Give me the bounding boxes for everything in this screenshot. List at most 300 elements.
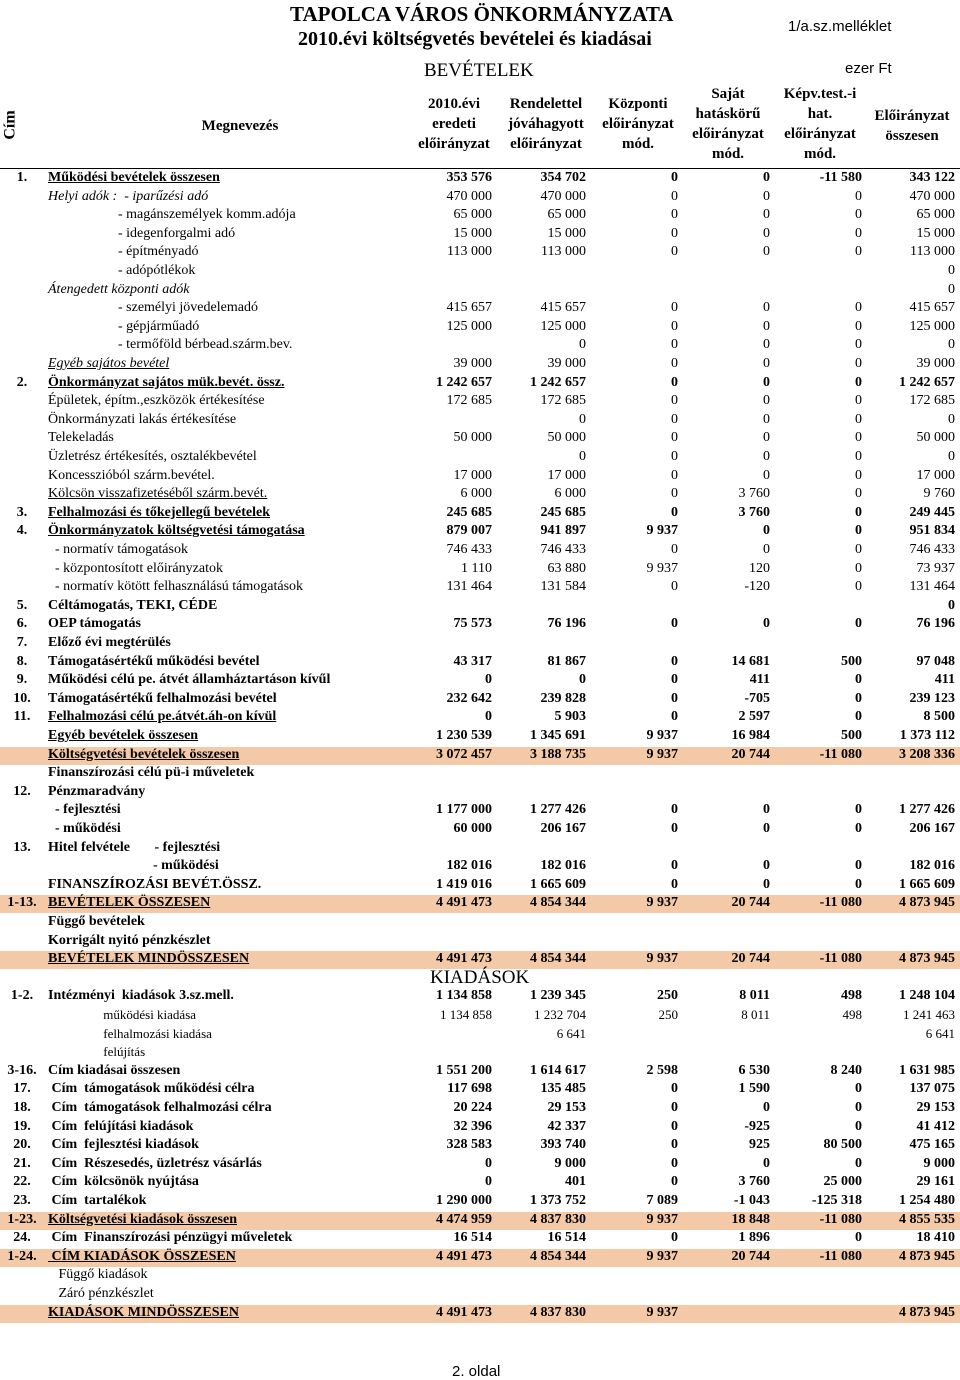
row-value: 0 <box>855 318 862 334</box>
row-value: 4 854 344 <box>530 951 586 967</box>
row-value: 0 <box>671 616 678 632</box>
row-value: 0 <box>855 411 862 427</box>
row-label: - adópótlékok <box>48 263 196 278</box>
row-value: 63 880 <box>547 560 586 576</box>
row-value: 0 <box>855 690 862 706</box>
row-value: 232 642 <box>446 690 492 706</box>
row-value: 0 <box>855 616 862 632</box>
row-number: 11. <box>13 709 31 725</box>
row-label: Felhalmozási célú pe.átvét.áh-on kívül <box>48 709 277 725</box>
row-value: 0 <box>579 411 586 427</box>
row-value: 925 <box>749 1137 770 1153</box>
row-value: 500 <box>841 728 862 743</box>
row-value: 182 016 <box>540 858 586 874</box>
row-value: 0 <box>855 300 862 316</box>
row-value: 113 000 <box>910 244 955 260</box>
row-number: 1-23. <box>7 1211 37 1227</box>
row-value: 65 000 <box>547 207 586 223</box>
row-label: Előző évi megtérülés <box>48 635 171 650</box>
row-value: 0 <box>855 542 862 557</box>
row-value: 1 242 657 <box>899 374 955 390</box>
row-value: 125 000 <box>540 318 586 334</box>
row-value: 4 837 830 <box>530 1304 586 1320</box>
row-label: Cím Finanszírozási pénzügyi műveletek <box>48 1230 293 1246</box>
row-value: 0 <box>763 393 770 409</box>
row-value: 328 583 <box>446 1137 492 1153</box>
row-value: 746 433 <box>446 542 492 557</box>
row-label: Cím tartalékok <box>48 1193 147 1208</box>
table-row <box>0 505 960 523</box>
row-value: 43 317 <box>453 653 492 669</box>
table-row <box>0 914 960 932</box>
row-value: 470 000 <box>909 188 955 204</box>
row-value: 9 760 <box>923 486 955 502</box>
cim-header: Cím <box>1 110 19 140</box>
row-value: 0 <box>855 188 862 204</box>
row-value: 0 <box>855 374 862 390</box>
row-value: 0 <box>855 672 862 688</box>
row-value: 0 <box>855 1100 862 1115</box>
row-value: 0 <box>855 1230 862 1246</box>
row-value: 1 248 104 <box>899 988 955 1004</box>
row-value: 0 <box>671 486 678 502</box>
row-value: 182 016 <box>909 858 955 874</box>
row-number: 23. <box>13 1193 31 1208</box>
document-subtitle: 2010.évi költségvetés bevételei és kiadásai <box>298 28 652 50</box>
row-value: 6 641 <box>925 1025 955 1041</box>
row-value: 0 <box>485 709 492 725</box>
table-row <box>0 1007 960 1025</box>
row-value: 0 <box>671 1174 678 1190</box>
row-value: 353 576 <box>446 170 492 185</box>
row-value: 50 000 <box>453 430 492 446</box>
row-label: BEVÉTELEK ÖSSZESEN <box>48 895 211 911</box>
row-value: 0 <box>671 653 678 669</box>
row-value: 0 <box>671 411 678 427</box>
table-row <box>0 579 960 597</box>
row-value: 172 685 <box>446 393 492 409</box>
row-label: - fejlesztési <box>48 802 121 818</box>
row-value: 0 <box>763 542 770 557</box>
row-number: 8. <box>16 653 28 669</box>
row-value: 1 232 704 <box>534 1007 586 1022</box>
table-row <box>0 468 960 486</box>
row-value: 29 161 <box>916 1174 955 1190</box>
row-value: 951 834 <box>909 523 955 539</box>
row-value: 113 000 <box>541 244 586 260</box>
row-value: 401 <box>565 1174 586 1190</box>
row-value: 4 837 830 <box>530 1211 586 1227</box>
table-row <box>0 486 960 504</box>
row-value: 1 419 016 <box>436 876 492 892</box>
row-value: 131 464 <box>909 579 955 595</box>
row-value: 0 <box>671 858 678 874</box>
row-value: 0 <box>763 356 770 371</box>
row-value: 8 240 <box>830 1062 862 1078</box>
row-value: 80 500 <box>823 1137 862 1153</box>
row-value: 245 685 <box>540 504 586 520</box>
row-value: 0 <box>763 821 770 836</box>
row-value: 0 <box>671 690 678 706</box>
table-row <box>0 598 960 616</box>
row-value: 9 937 <box>646 1248 678 1264</box>
row-value: 470 000 <box>540 188 586 204</box>
row-value: 3 208 336 <box>899 746 955 762</box>
row-value: 1 134 858 <box>436 988 492 1004</box>
row-value: 411 <box>934 672 955 688</box>
row-value: 17 000 <box>916 467 955 483</box>
row-label: - működési <box>48 821 121 836</box>
row-label: FINANSZÍROZÁSI BEVÉT.ÖSSZ. <box>48 876 262 892</box>
row-value: 1 345 691 <box>530 728 586 743</box>
row-label: Céltámogatás, TEKI, CÉDE <box>48 597 218 613</box>
row-value: 29 153 <box>916 1100 955 1115</box>
row-value: 0 <box>855 709 862 725</box>
table-row <box>0 784 960 802</box>
row-value: 9 000 <box>554 1155 586 1171</box>
row-value: 1 277 426 <box>530 802 586 818</box>
table-row <box>0 821 960 839</box>
row-value: 0 <box>579 672 586 688</box>
row-number: 3-16. <box>7 1062 37 1078</box>
row-value: 0 <box>671 430 678 446</box>
table-row <box>0 988 960 1006</box>
row-value: 0 <box>485 1174 492 1190</box>
row-number: 9. <box>16 672 28 688</box>
row-label: Működési célú pe. átvét államháztartáson kívűl <box>48 672 331 688</box>
table-row <box>0 1156 960 1174</box>
row-value: 0 <box>855 430 862 446</box>
row-value: 0 <box>763 188 770 204</box>
row-label: - idegenforgalmi adó <box>48 225 236 241</box>
row-value: 182 016 <box>446 858 492 874</box>
row-value: 0 <box>855 579 862 595</box>
row-value: 4 854 344 <box>530 895 586 911</box>
row-number: 1. <box>16 170 28 185</box>
megnevezes-header: Megnevezés <box>201 118 279 134</box>
table-row <box>0 1193 960 1211</box>
row-value: 0 <box>671 504 678 520</box>
row-value: 249 445 <box>909 504 955 520</box>
row-number: 20. <box>13 1137 31 1153</box>
row-label: Telekeladás <box>48 430 114 446</box>
row-value: 0 <box>948 281 955 297</box>
row-value: -1 043 <box>733 1193 770 1208</box>
row-label: Pénzmaradvány <box>48 783 146 799</box>
row-label: BEVÉTELEK MINDÖSSZESEN <box>48 951 250 967</box>
table-row <box>0 375 960 393</box>
row-value: 25 000 <box>823 1174 862 1190</box>
row-label: Koncesszióból szárm.bevétel. <box>48 467 215 483</box>
table-row <box>0 561 960 579</box>
row-value: 0 <box>763 616 770 632</box>
row-value: 0 <box>671 374 678 390</box>
row-value: 20 744 <box>731 746 770 762</box>
col-own-header: Saját hatáskörű előirányzat mód. <box>692 86 764 162</box>
row-value: 172 685 <box>540 393 586 409</box>
table-row <box>0 709 960 727</box>
row-label: Függő bevételek <box>48 914 145 929</box>
table-row <box>0 840 960 858</box>
row-value: 0 <box>855 858 862 874</box>
row-value: 0 <box>763 374 770 390</box>
row-label: - gépjárműadó <box>48 318 200 334</box>
row-value: 0 <box>855 802 862 818</box>
table-row <box>0 263 960 281</box>
unit-label: ezer Ft <box>845 60 892 77</box>
section-revenue-title: BEVÉTELEK <box>424 60 534 81</box>
row-label: Finanszírozási célú pü-i műveletek <box>48 765 255 781</box>
row-value: 65 000 <box>916 207 955 223</box>
row-value: 0 <box>763 523 770 539</box>
row-value: 1 373 112 <box>899 728 955 743</box>
row-label: KIADÁSOK MINDÖSSZESEN <box>48 1304 239 1320</box>
row-value: 245 685 <box>446 504 492 520</box>
row-label: Intézményi kiadások 3.sz.mell. <box>48 988 234 1004</box>
row-value: 1 290 000 <box>436 1193 492 1208</box>
row-value: 75 573 <box>453 616 492 632</box>
row-value: 8 011 <box>739 988 770 1004</box>
row-value: -11 080 <box>819 1211 862 1227</box>
row-value: 0 <box>763 411 770 427</box>
row-value: 125 000 <box>446 318 492 334</box>
row-label: Helyi adók : - iparűzési adó <box>48 188 209 204</box>
row-value: 250 <box>657 988 678 1004</box>
row-number: 19. <box>13 1118 31 1134</box>
row-label: OEP támogatás <box>48 616 141 632</box>
row-label: Épületek, építm.,eszközök értékesítése <box>48 393 265 409</box>
col-council-header: Képv.test.-i hat. előirányzat mód. <box>783 86 857 162</box>
row-label: felhalmozási kiadása <box>48 1025 212 1041</box>
row-number: 21. <box>13 1155 31 1171</box>
table-row <box>0 672 960 690</box>
row-value: 18 410 <box>916 1230 955 1246</box>
row-value: 0 <box>948 337 955 353</box>
row-value: 15 000 <box>916 225 955 241</box>
row-value: 0 <box>671 207 678 223</box>
table-row <box>0 1267 960 1285</box>
row-label: felújítás <box>48 1044 146 1060</box>
row-value: 4 854 344 <box>530 1248 586 1264</box>
row-value: 0 <box>671 188 678 204</box>
table-row <box>0 1249 960 1267</box>
row-value: 4 873 945 <box>899 895 955 911</box>
row-label: Támogatásértékű működési bevétel <box>48 653 260 669</box>
row-value: 0 <box>671 579 678 595</box>
table-row <box>0 319 960 337</box>
row-label: - normatív kötött felhasználású támogatások <box>48 579 304 595</box>
row-value: 0 <box>763 207 770 223</box>
row-value: 879 007 <box>446 523 492 539</box>
row-label: - működési <box>48 858 219 874</box>
row-value: 1 110 <box>461 560 492 576</box>
row-value: 39 000 <box>453 356 492 371</box>
row-value: 4 873 945 <box>899 1304 955 1320</box>
row-value: 0 <box>855 821 862 836</box>
row-label: Költségvetési kiadások összesen <box>48 1211 237 1227</box>
table-row <box>0 1119 960 1137</box>
row-value: 9 937 <box>646 1304 678 1320</box>
row-value: 0 <box>671 244 678 260</box>
row-value: 0 <box>763 225 770 241</box>
row-value: 0 <box>763 244 770 260</box>
row-value: 0 <box>671 1118 678 1134</box>
table-row <box>0 282 960 300</box>
table-row <box>0 542 960 560</box>
row-value: 498 <box>841 988 862 1004</box>
row-value: 1 896 <box>738 1230 770 1246</box>
table-row <box>0 728 960 746</box>
row-value: 941 897 <box>540 523 586 539</box>
row-value: 0 <box>855 523 862 539</box>
row-value: 0 <box>671 1081 678 1097</box>
row-value: 3 188 735 <box>530 746 586 762</box>
row-label: Önkormányzatok költségvetési támogatása <box>48 523 305 539</box>
row-number: 1-2. <box>10 988 34 1004</box>
row-value: -11 080 <box>819 746 862 762</box>
row-label: Cím fejlesztési kiadások <box>48 1137 199 1153</box>
row-value: 1 254 480 <box>899 1193 955 1208</box>
row-value: 8 500 <box>923 709 955 725</box>
row-value: 746 433 <box>540 542 586 557</box>
row-label: Átengedett központi adók <box>48 281 190 297</box>
row-value: -11 080 <box>819 1248 862 1264</box>
row-value: 76 196 <box>916 616 955 632</box>
row-value: 746 433 <box>909 542 955 557</box>
row-value: 4 855 535 <box>899 1211 955 1227</box>
row-value: 1 242 657 <box>436 374 492 390</box>
row-value: 0 <box>855 1155 862 1171</box>
row-value: 1 134 858 <box>440 1007 492 1022</box>
row-value: 8 011 <box>741 1007 770 1022</box>
table-row <box>0 412 960 430</box>
row-label: Egyéb sajátos bevétel <box>48 356 170 371</box>
row-label: Cím Részesedés, üzletrész vásárlás <box>48 1155 262 1171</box>
row-label: Cím kiadásai összesen <box>48 1062 181 1078</box>
row-value: 0 <box>763 318 770 334</box>
row-value: 1 590 <box>738 1081 770 1097</box>
row-value: 2 598 <box>646 1062 678 1078</box>
row-value: 0 <box>855 207 862 223</box>
row-value: 0 <box>579 337 586 353</box>
row-value: 16 514 <box>547 1230 586 1246</box>
row-value: 18 848 <box>731 1211 770 1227</box>
table-row <box>0 802 960 820</box>
row-value: 354 702 <box>540 170 586 185</box>
table-row <box>0 1230 960 1248</box>
row-value: 0 <box>671 709 678 725</box>
row-value: 0 <box>763 802 770 818</box>
table-row <box>0 189 960 207</box>
row-value: 81 867 <box>547 653 586 669</box>
row-number: 7. <box>16 635 28 650</box>
row-value: 131 584 <box>540 579 586 595</box>
table-row <box>0 691 960 709</box>
row-label: Függő kiadások <box>48 1267 148 1283</box>
row-value: 29 153 <box>547 1100 586 1115</box>
row-value: 3 760 <box>738 504 770 520</box>
row-value: 50 000 <box>916 430 955 446</box>
row-value: 4 491 473 <box>436 1248 492 1264</box>
row-value: 2 597 <box>738 709 770 725</box>
row-value: 0 <box>671 876 678 892</box>
row-value: 125 000 <box>909 318 955 334</box>
table-row <box>0 1081 960 1099</box>
row-value: 470 000 <box>446 188 492 204</box>
row-value: 6 530 <box>738 1062 770 1078</box>
section-expenditure-title: KIADÁSOK <box>430 967 530 988</box>
row-value: 475 165 <box>909 1137 955 1153</box>
col-central-header: Központi előirányzat mód. <box>602 96 674 152</box>
row-value: 1 665 609 <box>899 876 955 892</box>
row-value: 9 937 <box>646 1211 678 1227</box>
row-value: 0 <box>671 300 678 316</box>
row-value: 39 000 <box>916 356 955 371</box>
row-value: 0 <box>671 356 678 371</box>
row-number: 1-13. <box>7 895 37 911</box>
row-value: 1 614 617 <box>530 1062 586 1078</box>
row-value: 0 <box>855 560 862 576</box>
row-label: Működési bevételek összesen <box>48 170 220 185</box>
row-value: 0 <box>763 300 770 316</box>
row-value: -11 080 <box>819 895 862 911</box>
row-value: 32 396 <box>453 1118 492 1134</box>
row-value: 6 000 <box>554 486 586 502</box>
row-value: 9 937 <box>646 895 678 911</box>
row-label: Kölcsön visszafizetéséből szárm.bevét. <box>48 486 268 502</box>
row-value: 41 412 <box>916 1118 955 1134</box>
col-original-header: 2010.évi eredeti előirányzat <box>418 96 490 152</box>
row-value: 0 <box>855 504 862 520</box>
row-label: Cím támogatások működési célra <box>48 1081 255 1097</box>
row-value: 393 740 <box>540 1137 586 1153</box>
table-row <box>0 635 960 653</box>
row-value: 1 241 463 <box>903 1007 955 1022</box>
row-value: 0 <box>671 318 678 334</box>
row-value: 0 <box>671 672 678 688</box>
table-row <box>0 1100 960 1118</box>
row-value: 0 <box>671 225 678 241</box>
row-value: 6 641 <box>556 1025 586 1041</box>
table-row <box>0 300 960 318</box>
row-number: 10. <box>13 690 31 706</box>
table-row <box>0 393 960 411</box>
row-value: 239 123 <box>909 690 955 706</box>
row-value: 1 631 985 <box>899 1062 955 1078</box>
row-label: - személyi jövedelemadó <box>48 300 258 316</box>
row-value: 0 <box>579 449 586 464</box>
row-value: 206 167 <box>540 821 586 836</box>
row-value: 117 698 <box>447 1081 492 1097</box>
row-label: Korrigált nyitó pénzkészlet <box>48 932 211 948</box>
row-value: 0 <box>671 1230 678 1246</box>
row-number: 4. <box>16 523 28 539</box>
row-value: 42 337 <box>547 1118 586 1134</box>
row-label: Felhalmozási és tőkejellegű bevételek <box>48 504 271 520</box>
row-value: 73 937 <box>916 560 955 576</box>
row-value: 0 <box>671 821 678 836</box>
table-row <box>0 244 960 262</box>
row-value: 0 <box>763 876 770 892</box>
row-label: - termőföld bérbead.szárm.bev. <box>48 337 293 353</box>
row-value: 120 <box>749 560 770 576</box>
row-value: 17 000 <box>547 467 586 483</box>
row-value: 0 <box>671 1155 678 1171</box>
row-value: 0 <box>671 170 678 185</box>
row-value: 4 474 959 <box>436 1211 492 1227</box>
row-value: 0 <box>855 486 862 502</box>
row-number: 5. <box>16 597 28 613</box>
